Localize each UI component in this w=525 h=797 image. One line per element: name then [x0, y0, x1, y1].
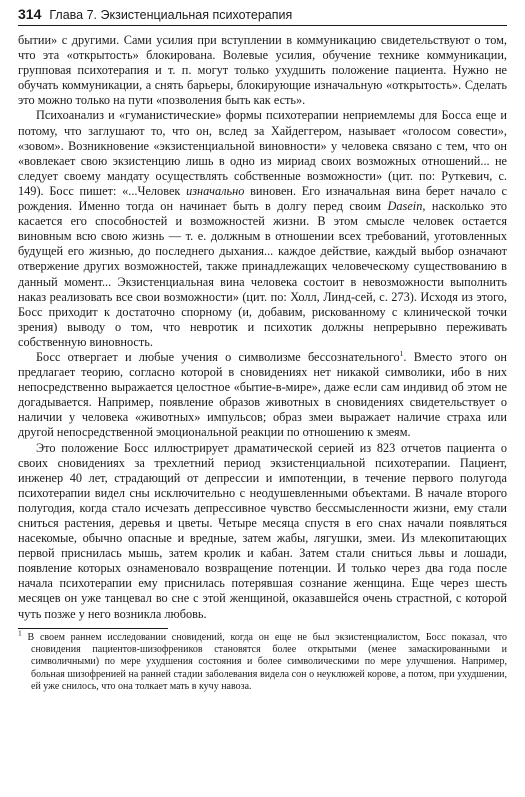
paragraph — [18, 33, 507, 108]
running-title: Глава 7. Экзистенциальная психотерапия — [49, 8, 293, 22]
paragraph-text: Психоанализ и «гуманистические» формы психотерапии неприемлемы для Босса еще и потому, что заглушают то, что он, вслед за Хайдеггером, называет «голосом совести», «зовом». Возникновение «экзистенциальной виновности» у человека связано с тем, что он «вовлекает свою экзистенцию лишь в одно из мириад своих возможных отношений... не следует своему мандату осуществлять собственные возможности» (цит. по: Руткевич, с. 149). Босс пишет: «...Человек — [18, 108, 507, 198]
paragraph-text: , насколько это касается его способностей и возможностей жизни. В этом смысле человек остается виновным всю свою жизнь — т. е. должным в отношении всех требований, уготовленных будущей его жизнью, до последнего дыхания... каждое действие, каждый выбор означают отвержение других возможностей, также принадлежащих человеческому существованию в данный момент... Экзистенциальная вина человека состоит в невозможности выполнить наказ реализовать все свои возможности» (цит. по: Холл, Линд-сей, с. 273). Исходя из этого, Босс приходит к достаточно спорному (и, добавим, рискованному с клинической точки зрения) выводу о том, что невротик и психотик должны непрерывно переживать собственную виновность. — [18, 199, 507, 349]
paragraph-text: виновен. Его изначальная вина берет начало с рождения. Именно тогда он начинает быть в долгу перед своим — [18, 183, 507, 214]
body-text — [18, 33, 507, 622]
italic-text: изначально — [186, 183, 245, 198]
paragraph — [18, 350, 507, 441]
running-header — [18, 6, 507, 26]
paragraph — [18, 441, 507, 622]
paragraph-text: . Вместо этого он предлагает теорию, согласно которой в сновидениях нет никакой символики, ибо в них непосредственно выражается целостное «бытие-в-мире», даже если сам индивид об этом не догадывается. Например, появление образов животных в сновидениях свидетельствует о наличии у человека «животных» импульсов; образ змеи выражает наличие страха или другой непосредственной эмоциональной реакции по отношению к змеям. — [18, 349, 507, 440]
paragraph-text: бытии» с другими. Сами усилия при вступлении в коммуникацию свидетельствуют о том, что эта «открытость» блокирована. Волевые усилия, обучение технике коммуникации, групповая психотерапия и т. п. могут только ухудшить положение пациента. Нужно не обучать коммуникации, а снять барьеры, блокирующие изначальную «открытость». Сделать это можно только на пути «позволения быть как есть». — [18, 33, 507, 108]
footnote-marker: 1 — [18, 628, 22, 638]
page-number: 314 — [18, 6, 42, 22]
italic-text: Dasein — [387, 199, 423, 214]
paragraph-text: Босс отвергает и любые учения о символизме бессознательного — [36, 349, 400, 364]
footnote-text: В своем раннем исследовании сновидений, когда он еще не был экзистенциалистом, Босс показал, что сновидения пациентов-шизофреников становятся более открытыми (менее замаскированными и символичными) по мере ухудшения состояния и более символическими по мере улучшения. Например, больная шизофренией на ранней стадии заболевания видела сон о неуклюжей корове, а потом, при ухудшении, ей уже снилось, что она толкает мать в кучу навоза. — [27, 631, 507, 692]
footnote-separator — [18, 628, 168, 629]
paragraph — [18, 108, 507, 350]
paragraph-text: Это положение Босс иллюстрирует драматической серией из 823 отчетов пациента о своих сновидениях за трехлетний период экзистенциальной психотерапии. Пациент, инженер 40 лет, страдающий от депрессии и импотенции, в течение первого полугода психотерапии видел сны исключительно с неодушевленными объектами. В начале второго полугодия, когда стало исчезать депрессивное чувство бессмысленности жизни, ему стали сниться растения, деревья и цветы. Четыре месяца спустя в его снах начали появляться насекомые, обычно опасные и вредные, затем жабы, лягушки, змеи. Из млекопитающих первой приснилась мышь, затем кролик и кабан. Затем стали сниться львы и лошади, появление которых ознаменовало возвращение потенции. И только через два года после начала психотерапии ему приснилась потерявшая сознание женщина. Еще через шесть месяцев он уже танцевал во сне с этой женщиной, оказавшейся очень страстной, с которой чуть позже у него возникла любовь. — [18, 440, 507, 621]
footnote — [18, 628, 507, 693]
footnote-reference: 1 — [399, 348, 404, 358]
